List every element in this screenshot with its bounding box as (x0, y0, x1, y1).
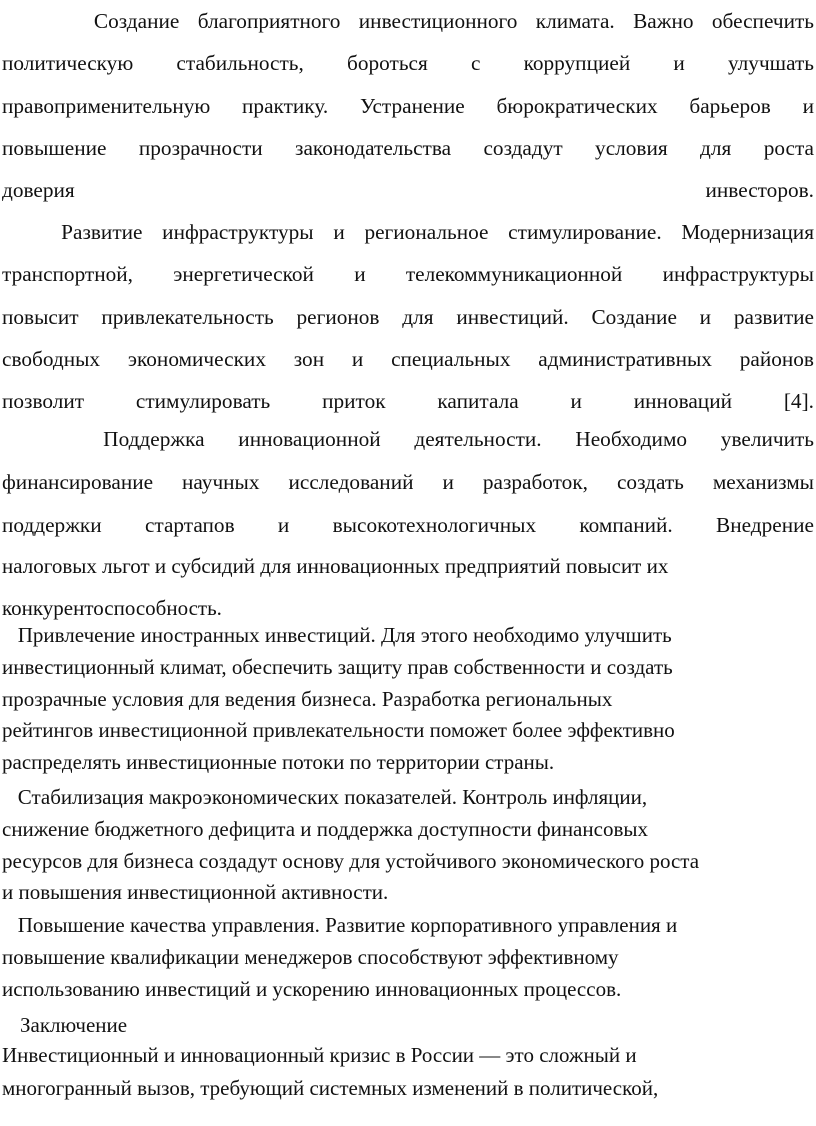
paragraph-innovation-support (2, 418, 814, 546)
paragraph-infrastructure (2, 211, 814, 422)
paragraph-macro-stabilization (2, 782, 814, 909)
text-line: поддержки стартапов и высокотехнологичных компаний. Внедрение (2, 512, 814, 537)
text-line: инвестиционный климат, обеспечить защиту прав собственности и создать (2, 654, 673, 679)
paragraph-innovation-support-tail (2, 545, 814, 629)
text-line: повышение прозрачности законодательства создадут условия для роста (2, 135, 814, 160)
text-line: транспортной, энергетической и телекоммуникационной инфраструктуры (2, 262, 814, 287)
text-line: правоприменительную практику. Устранение бюрократических барьеров и (2, 93, 814, 118)
text-line: свободных экономических зон и специальных административных районов (2, 346, 814, 371)
text-line: доверия инвесторов. (2, 178, 814, 203)
text-line: Поддержка инновационной деятельности. Необходимо увеличить (2, 427, 814, 451)
paragraph-conclusion (2, 1039, 814, 1104)
text-line: повышение квалификации менеджеров способствуют эффективному (2, 944, 619, 969)
text-line: ресурсов для бизнеса создадут основу для устойчивого экономического роста (2, 848, 700, 873)
text-line: многогранный вызов, требующий системных изменений в политической, (2, 1075, 659, 1100)
text-line: снижение бюджетного дефицита и поддержка доступности финансовых (2, 816, 648, 841)
text-line: налоговых льгот и субсидий для инновационных предприятий повысит их (2, 554, 669, 578)
text-line: позволит стимулировать приток капитала и инноваций [4]. (2, 389, 814, 414)
text-line: прозрачные условия для ведения бизнеса. Разработка региональных (2, 686, 613, 711)
text-line: финансирование научных исследований и разработок, создать механизмы (2, 469, 814, 494)
text-line: Инвестиционный и инновационный кризис в России — это сложный и (2, 1043, 637, 1067)
text-line: Стабилизация макроэкономических показателей. Контроль инфляции, (2, 785, 648, 809)
text-line: Повышение качества управления. Развитие корпоративного управления и (2, 913, 678, 937)
text-line: распределять инвестиционные потоки по территории страны. (2, 750, 555, 775)
paragraph-foreign-investment (2, 620, 814, 779)
text-line: Развитие инфраструктуры и региональное стимулирование. Модернизация (2, 220, 814, 244)
text-line: повысит привлекательность регионов для инвестиций. Создание и развитие (2, 304, 814, 329)
paragraph-governance (2, 910, 814, 1005)
paragraph-investment-climate (2, 0, 814, 211)
text-line: политическую стабильность, бороться с коррупцией и улучшать (2, 51, 814, 76)
text-line: конкурентоспособность. (2, 596, 222, 620)
text-line: Привлечение иностранных инвестиций. Для этого необходимо улучшить (2, 623, 672, 647)
text-line: Создание благоприятного инвестиционного климата. Важно обеспечить (2, 9, 814, 33)
text-line: и повышения инвестиционной активности. (2, 880, 389, 905)
text-line: рейтингов инвестиционной привлекательности поможет более эффективно (2, 718, 675, 743)
text-line: использованию инвестиций и ускорению инновационных процессов. (2, 976, 622, 1001)
section-heading-conclusion: Заключение (20, 1013, 128, 1037)
